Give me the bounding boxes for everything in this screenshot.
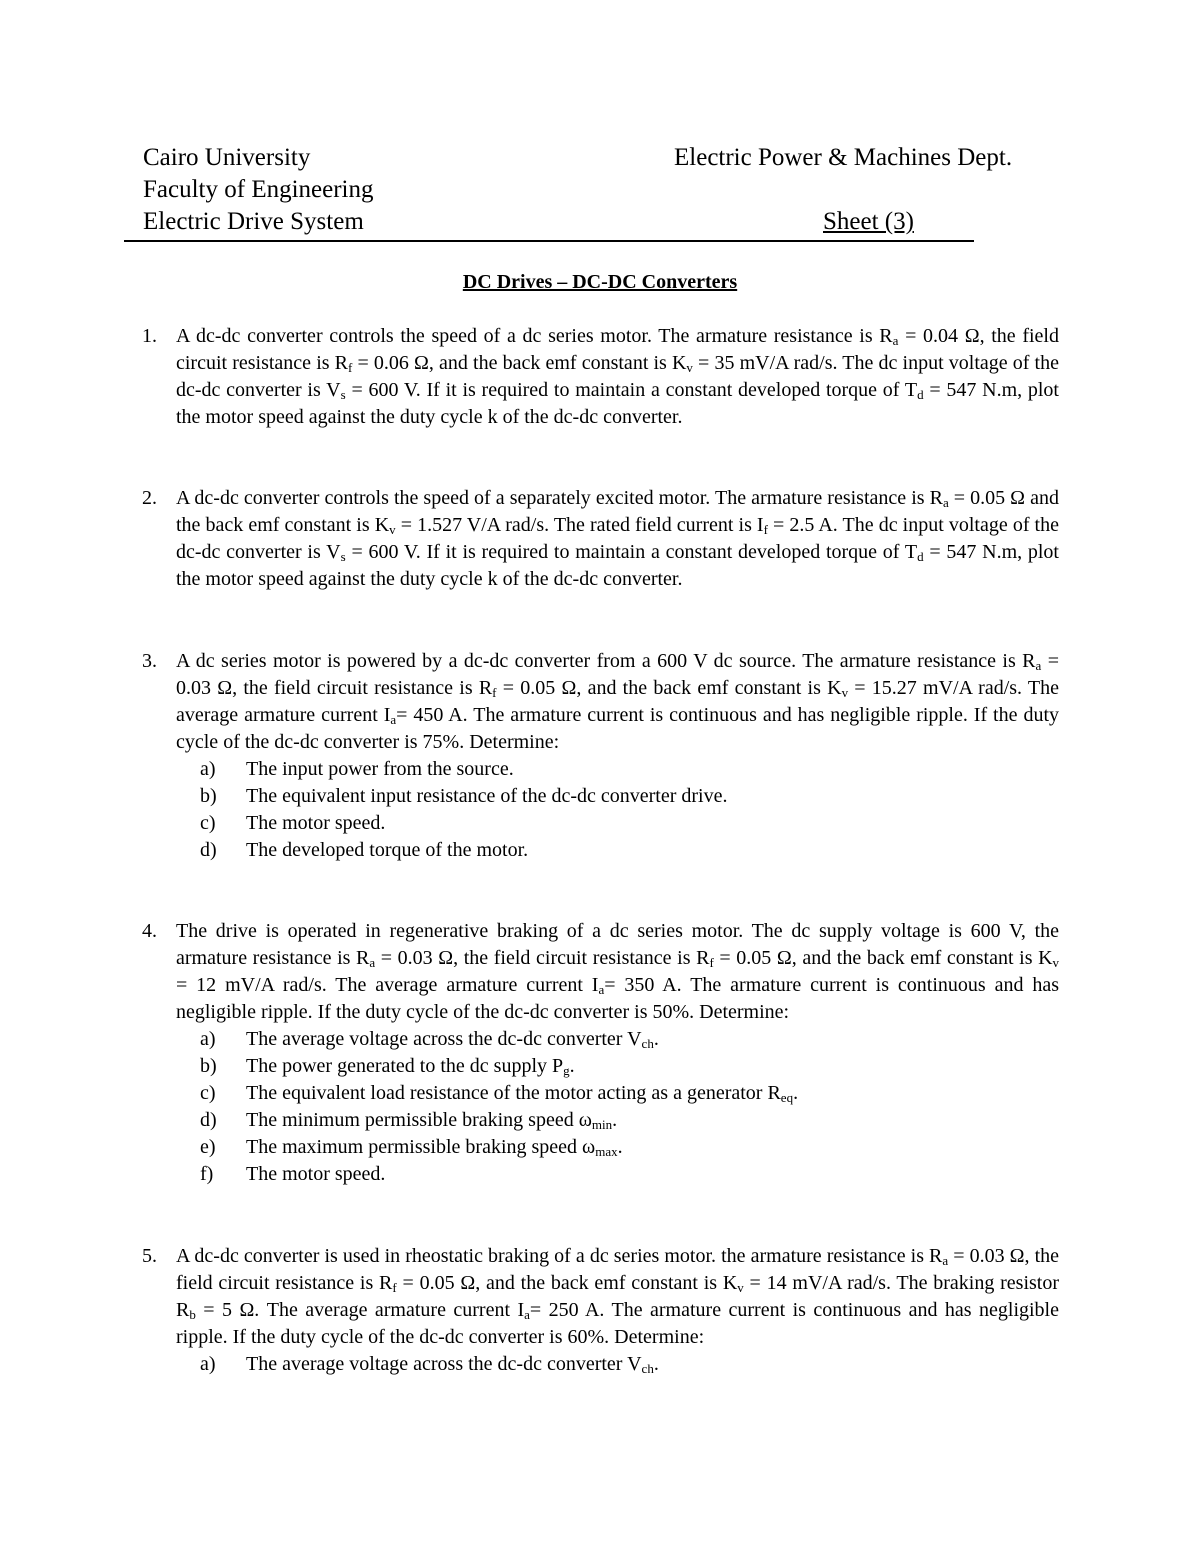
sub-question: d) The developed torque of the motor.	[200, 839, 529, 861]
sub-question: a) The average voltage across the dc-dc converter $V_{ch}$.	[200, 1028, 659, 1051]
question-text: The drive is operated in regenerative braking of a dc series motor. The dc supply voltage is 600 V, the armature resistance is $R_a = 0.03$ Ω, the field circuit resistance is $R_f = 0.05$ Ω, and the back emf constant is $K_v = 12$ mV/A rad/s. The average armature current $I_a= 350$ A. The armature current is continuous and has negligible ripple. If the duty cycle of the dc-dc converter is 50%. Determine:	[176, 920, 1060, 1023]
sub-question: a) The input power from the source.	[200, 758, 514, 780]
question-text: A dc-dc converter controls the speed of a dc series motor. The armature resistance is $R_a = 0.04$ Ω, the field circuit resistance is $R_f = 0.06$ Ω, and the back emf constant is $K_v = 35$ mV/A rad/s. The dc input voltage of the dc-dc converter is $V_s = 600$ V. If it is required to maintain a constant developed torque of $T_d = 547$ N.m, plot the motor speed against the duty cycle k of the dc-dc converter.	[176, 325, 1059, 428]
header-divider	[124, 240, 974, 242]
sub-question: d) The minimum permissible braking speed $\omega_{min}$.	[200, 1109, 618, 1132]
faculty-name: Faculty of Engineering	[143, 176, 374, 203]
sub-question: a) The average voltage across the dc-dc converter $V_{ch}$.	[200, 1353, 659, 1376]
question-number: 3.	[142, 650, 157, 672]
question-text: A dc-dc converter controls the speed of a separately excited motor. The armature resistance is $R_a = 0.05$ Ω and the back emf constant is $K_v = 1.527$ V/A rad/s. The rated field current is $I_f = 2.5$ A. The dc input voltage of the dc-dc converter is $V_s = 600$ V. If it is required to maintain a constant developed torque of $T_d = 547$ N.m, plot the motor speed against the duty cycle k of the dc-dc converter.	[176, 487, 1059, 590]
question-3	[142, 648, 1059, 864]
sub-question: c) The motor speed.	[200, 812, 386, 834]
sub-question-list	[176, 1351, 1059, 1378]
sub-question-list	[176, 1026, 1059, 1188]
question-number: 5.	[142, 1245, 157, 1267]
question-1	[142, 323, 1059, 431]
question-text: A dc-dc converter is used in rheostatic braking of a dc series motor. the armature resistance is $R_a = 0.03$ Ω, the field circuit resistance is $R_f = 0.05$ Ω, and the back emf constant is $K_v = 14$ mV/A rad/s. The braking resistor $R_b = 5$ Ω. The average armature current $I_a= 250$ A. The armature current is continuous and has negligible ripple. If the duty cycle of the dc-dc converter is 60%. Determine:	[176, 1245, 1060, 1348]
question-4	[142, 918, 1060, 1188]
question-text: A dc series motor is powered by a dc-dc converter from a 600 V dc source. The armature resistance is $R_a = 0.03$ Ω, the field circuit resistance is $R_f = 0.05$ Ω, and the back emf constant is $K_v = 15.27$ mV/A rad/s. The average armature current $I_a= 450$ A. The armature current is continuous and has negligible ripple. If the duty cycle of the dc-dc converter is 75%. Determine:	[176, 650, 1059, 753]
question-number: 1.	[142, 325, 157, 347]
sub-question: f) The motor speed.	[200, 1163, 386, 1185]
sheet-title: DC Drives – DC-DC Converters	[462, 271, 738, 293]
sheet-number: Sheet (3)	[823, 208, 914, 235]
question-5	[142, 1243, 1060, 1378]
sub-question: e) The maximum permissible braking speed $\omega_{max}$.	[200, 1136, 623, 1159]
question-number: 4.	[142, 920, 157, 942]
university-name: Cairo University	[143, 144, 311, 171]
question-number: 2.	[142, 487, 157, 509]
sub-question: b) The power generated to the dc supply $P_g$.	[200, 1055, 575, 1078]
course-name: Electric Drive System	[143, 208, 364, 235]
sub-question: c) The equivalent load resistance of the motor acting as a generator $R_{eq}$.	[200, 1082, 799, 1105]
sub-question-list	[176, 756, 1059, 864]
department-name: Electric Power & Machines Dept.	[674, 144, 1013, 171]
sub-question: b) The equivalent input resistance of the dc-dc converter drive.	[200, 785, 728, 807]
question-2	[142, 485, 1059, 593]
